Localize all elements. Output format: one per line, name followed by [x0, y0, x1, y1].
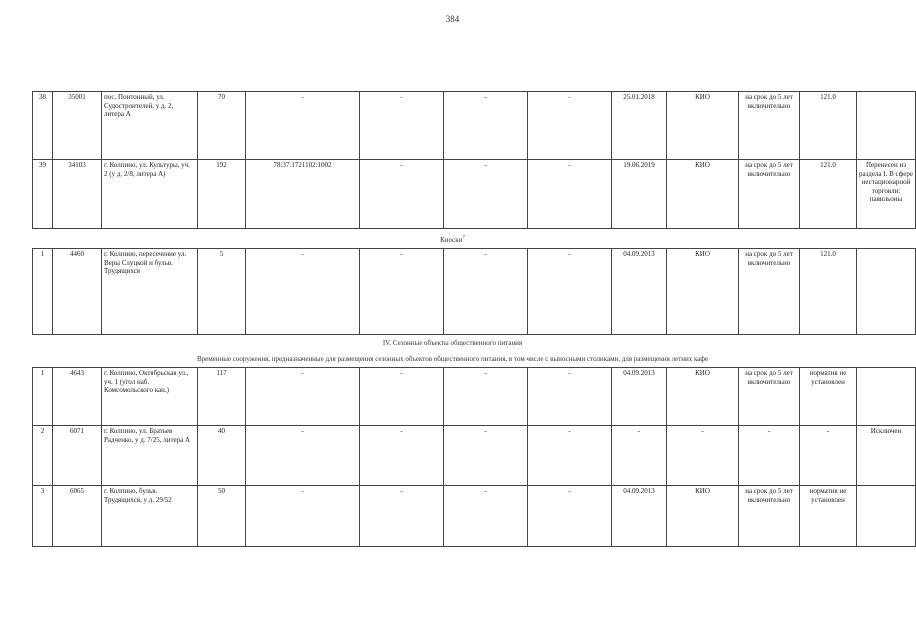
table-row [33, 368, 916, 426]
cell-dash: - [360, 249, 444, 335]
cadastral-number: - [246, 486, 360, 547]
area: 5 [198, 249, 246, 335]
date: 04.09.2013 [612, 368, 667, 426]
address: г. Колпино, Октябрьская ул., уч. 1 (угол наб. Комсомольского кан.) [102, 368, 198, 426]
section-subheading: Временные сооружения, предназначенные для размещения сезонных объектов общественного питания, в том числе с выносными столиками, для размещения летних кафе [196, 355, 709, 363]
cell-dash: - [444, 249, 528, 335]
page-number: 384 [445, 14, 460, 24]
organization: - [667, 426, 739, 486]
note [857, 486, 916, 547]
object-id: 4643 [53, 368, 102, 426]
note: Перенесен из раздела I. В сфере нестационарной торговли: павильоны [857, 160, 916, 229]
cell-dash: - [360, 368, 444, 426]
code: 121.0 [800, 92, 857, 160]
cell-dash: - [444, 426, 528, 486]
row-number: 1 [33, 249, 53, 335]
object-id: 34103 [53, 160, 102, 229]
kiosk-heading-text: Киоски [440, 236, 463, 244]
area: 40 [198, 426, 246, 486]
cell-dash: - [360, 486, 444, 547]
code: - [800, 426, 857, 486]
object-id: 35001 [53, 92, 102, 160]
cell-dash: - [528, 426, 612, 486]
term: на срок до 5 лет включительно [739, 368, 800, 426]
kiosk-heading [0, 236, 905, 244]
date: 25.01.2018 [612, 92, 667, 160]
cell-dash: - [444, 486, 528, 547]
object-id: 6071 [53, 426, 102, 486]
table-block-3 [32, 367, 916, 547]
note [857, 368, 916, 426]
table-block-2 [32, 248, 916, 335]
cell-dash: - [528, 160, 612, 229]
table-row [33, 249, 916, 335]
row-number: 3 [33, 486, 53, 547]
organization: КИО [667, 160, 739, 229]
note [857, 249, 916, 335]
cell-dash: - [360, 160, 444, 229]
table-block-1 [32, 91, 916, 229]
date: 04.09.2013 [612, 249, 667, 335]
cadastral-number: - [246, 249, 360, 335]
cell-dash: - [528, 486, 612, 547]
term: на срок до 5 лет включительно [739, 486, 800, 547]
note: Исключен [857, 426, 916, 486]
date: 19.06.2019 [612, 160, 667, 229]
address: г. Колпино, пересечение ул. Веры Слуцкой и бульв. Трудящихся [102, 249, 198, 335]
footnote-marker: 7 [462, 235, 465, 241]
cadastral-number: 78:37:1721102:1002 [246, 160, 360, 229]
cadastral-number: - [246, 426, 360, 486]
note [857, 92, 916, 160]
date: - [612, 426, 667, 486]
date: 04.09.2013 [612, 486, 667, 547]
cell-dash: - [360, 92, 444, 160]
table-row [33, 92, 916, 160]
cell-dash: - [444, 92, 528, 160]
term: на срок до 5 лет включительно [739, 249, 800, 335]
term: - [739, 426, 800, 486]
area: 70 [198, 92, 246, 160]
cadastral-number: - [246, 92, 360, 160]
area: 117 [198, 368, 246, 426]
cell-dash: - [528, 249, 612, 335]
address: пос. Понтонный, ул. Судостроителей, у д. 2, литера А [102, 92, 198, 160]
area: 50 [198, 486, 246, 547]
cell-dash: - [528, 92, 612, 160]
row-number: 2 [33, 426, 53, 486]
cell-dash: - [444, 160, 528, 229]
organization: КИО [667, 486, 739, 547]
cell-dash: - [444, 368, 528, 426]
object-id: 6065 [53, 486, 102, 547]
table-row [33, 160, 916, 229]
section-heading: IV. Сезонные объекты общественного питания [382, 339, 523, 347]
row-number: 38 [33, 92, 53, 160]
code: норматив не установлен [800, 486, 857, 547]
address: г. Колпино, бульв. Трудящихся, у д. 29/52 [102, 486, 198, 547]
cell-dash: - [528, 368, 612, 426]
organization: КИО [667, 92, 739, 160]
cell-dash: - [360, 426, 444, 486]
address: г. Колпино, ул. Культуры, уч. 2 (у д. 2/8, литера А) [102, 160, 198, 229]
organization: КИО [667, 368, 739, 426]
term: на срок до 5 лет включительно [739, 92, 800, 160]
row-number: 39 [33, 160, 53, 229]
code: 121.0 [800, 249, 857, 335]
table-row [33, 426, 916, 486]
area: 192 [198, 160, 246, 229]
organization: КИО [667, 249, 739, 335]
cadastral-number: - [246, 368, 360, 426]
table-row [33, 486, 916, 547]
code: 121.0 [800, 160, 857, 229]
address: г. Колпино, ул. Братьев Радченко, у д. 7/25, литера А [102, 426, 198, 486]
object-id: 4460 [53, 249, 102, 335]
term: на срок до 5 лет включительно [739, 160, 800, 229]
row-number: 1 [33, 368, 53, 426]
code: норматив не установлен [800, 368, 857, 426]
